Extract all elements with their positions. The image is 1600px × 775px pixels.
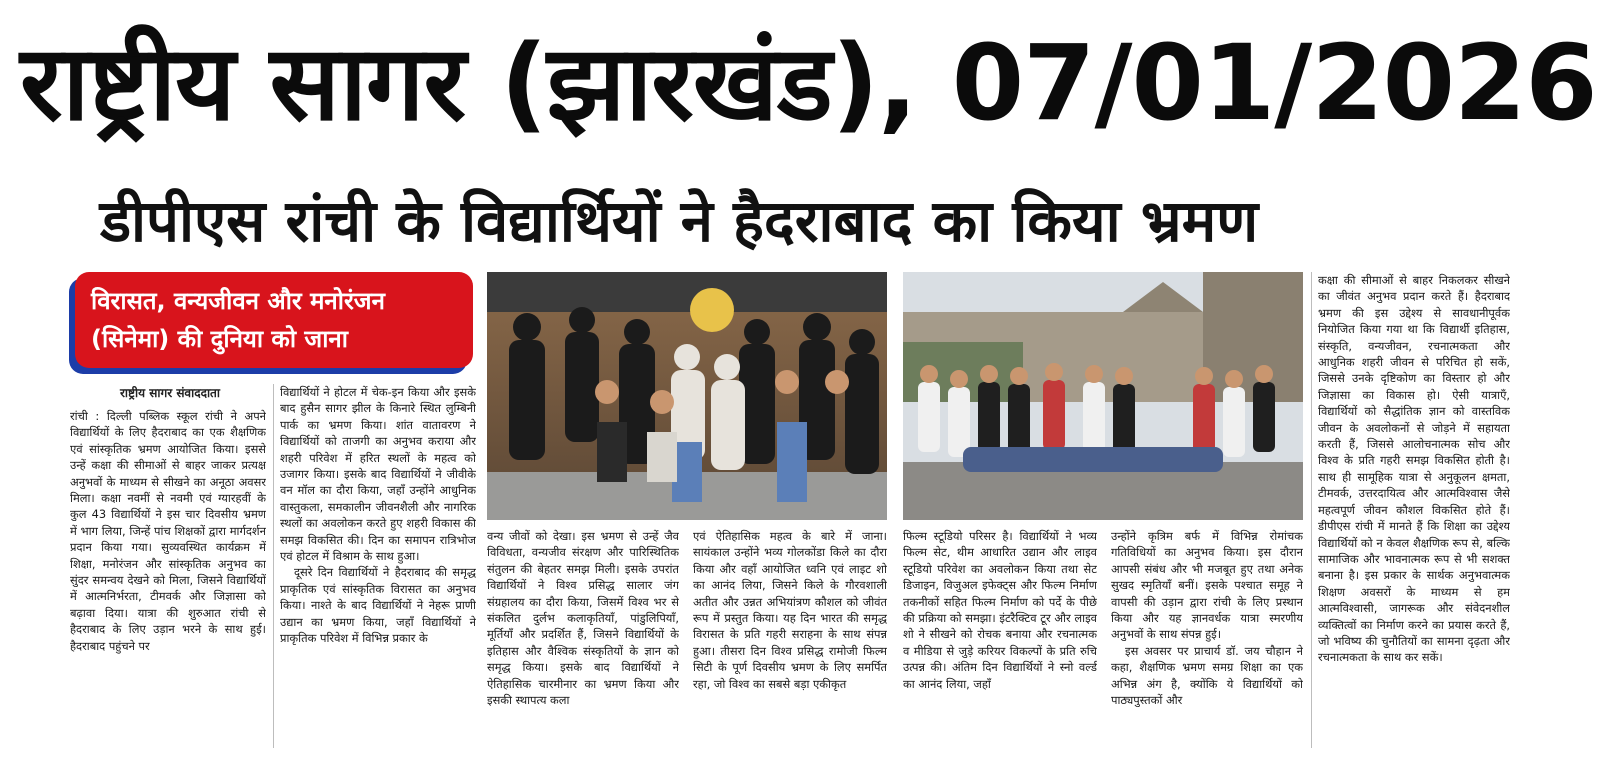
column-divider bbox=[273, 384, 274, 748]
column-5-text: फिल्म स्टूडियो परिसर है। विद्यार्थियों ने भव्य फिल्म सेट, थीम आधारित उद्यान और लाइव स्टूडियो परिवेश का अवलोकन किया तथा सेट डिजाइन, विजुअल इफेक्ट्स और फिल्म निर्माण तकनीकों सहित फिल्म निर्माण को पर्दे के पीछे की प्रक्रिया को समझा। इंटरैक्टिव टूर और लाइव शो ने सीखने को रोचक बनाया और रचनात्मक व मीडिया से जुड़े करियर विकल्पों के प्रति रुचि उत्पन्न की। अंतिम दिन विद्यार्थियों ने स्नो वर्ल्ड का आनंद लिया, जहाँ bbox=[903, 529, 1097, 691]
subhead-box bbox=[75, 272, 473, 368]
column-3-text: वन्य जीवों को देखा। इस भ्रमण से उन्हें जैव विविधता, वन्यजीव संरक्षण और पारिस्थितिक संतुलन की बेहतर समझ मिली। इसके उपरांत विद्यार्थियों ने विश्व प्रसिद्ध सालार जंग संग्रहालय का दौरा किया, जिसमें विश्व भर से संकलित दुर्लभ कलाकृतियाँ, पांडुलिपियाँ, मूर्तियाँ और प्रदर्शित हैं, जिसने विद्यार्थियों के इतिहास और वैश्विक संस्कृतियों के ज्ञान को समृद्ध किया। इसके बाद विद्यार्थियों ने ऐतिहासिक चारमीनार का भ्रमण किया और इसकी स्थापत्य कला bbox=[487, 529, 679, 708]
article-headline: डीपीएस रांची के विद्यार्थियों ने हैदराबाद का किया भ्रमण bbox=[100, 187, 1259, 255]
article-column-2 bbox=[280, 384, 476, 748]
article-column-7 bbox=[1318, 272, 1510, 748]
column-2-text-b: दूसरे दिन विद्यार्थियों ने हैदराबाद की समृद्ध प्राकृतिक एवं सांस्कृतिक विरासत का अनुभव किया। नाश्ते के बाद विद्यार्थियों ने नेहरू प्राणी उद्यान का भ्रमण किया, जहाँ विद्यार्थियों ने प्राकृतिक परिवेश में विभिन्न प्रकार के bbox=[280, 565, 476, 646]
article-column-1 bbox=[70, 408, 266, 748]
column-divider bbox=[1311, 272, 1312, 748]
column-2-text: विद्यार्थियों ने होटल में चेक-इन किया और इसके बाद हुसैन सागर झील के किनारे स्थित लुम्बिनी पार्क का भ्रमण किया। शांत वातावरण ने विद्यार्थियों को ताजगी का अनुभव कराया और शहरी परिवेश में हरित स्थलों के महत्व को उजागर किया। इसके बाद विद्यार्थियों ने जीवीके वन मॉल का दौरा किया, जहाँ उन्होंने आधुनिक वास्तुकला, समकालीन जीवनशैली और नागरिक स्थलों का अवलोकन करते हुए शहरी विकास की समझ विकसित की। दिन का समापन रात्रिभोज एवं होटल में विश्राम के साथ हुआ। bbox=[280, 385, 476, 564]
article-column-4 bbox=[693, 528, 887, 748]
column-7-text: कक्षा की सीमाओं से बाहर निकलकर सीखने का जीवंत अनुभव प्रदान करते हैं। हैदराबाद भ्रमण की इस उद्देश्य से सावधानीपूर्वक नियोजित किया गया था कि विद्यार्थी इतिहास, संस्कृति, वन्यजीवन, रचनात्मकता और आधुनिक शहरी जीवन से परिचित हो सकें, जिससे उनके दृष्टिकोण का विस्तार हो और जिज्ञासा का विकास हो। ऐसी यात्राएँ, विद्यार्थियों को सैद्धांतिक ज्ञान को वास्तविक जीवन के अवलोकनों से जोड़ने में सहायता करती हैं, जिससे आलोचनात्मक सोच और विश्व के प्रति गहरी समझ विकसित होती है। साथ ही सामूहिक यात्रा से अनुकूलन क्षमता, टीमवर्क, उत्तरदायित्व और आत्मविश्वास जैसे महत्वपूर्ण जीवन कौशल विकसित होते हैं। डीपीएस रांची में मानते हैं कि शिक्षा का उद्देश्य विद्यार्थियों को न केवल शैक्षणिक रूप से, बल्कि सामाजिक और भावनात्मक रूप से भी सशक्त बनाना है। इस प्रकार के सार्थक अनुभवात्मक शिक्षण अवसरों के माध्यम से हम आत्मविश्वासी, जागरूक और संवेदनशील व्यक्तित्वों का निर्माण करने का प्रयास करते हैं, जो भविष्य की चुनौतियों का सामना दृढ़ता और रचनात्मकता के साथ कर सकें। bbox=[1318, 273, 1510, 665]
column-6-text-b: इस अवसर पर प्राचार्य डॉ. जय चौहान ने कहा, शैक्षणिक भ्रमण समग्र शिक्षा का एक अभिन्न अंग है, क्योंकि ये विद्यार्थियों को पाठ्यपुस्तकों और bbox=[1111, 643, 1303, 708]
masthead-title: राष्ट्रीय सागर (झारखंड), 07/01/2026 bbox=[20, 22, 1597, 144]
column-1-text: रांची : दिल्ली पब्लिक स्कूल रांची ने अपने विद्यार्थियों के लिए हैदराबाद का एक शैक्षणिक एवं सांस्कृतिक भ्रमण आयोजित किया। इससे उन्हें कक्षा की सीमाओं से बाहर जाकर प्रत्यक्ष अनुभवों के माध्यम से सीखने का अनूठा अवसर मिला। कक्षा नवमीं से नवमी एवं ग्यारहवीं के कुल 43 विद्यार्थियों ने इस चार दिवसीय भ्रमण में भाग लिया, जिन्हें पांच शिक्षकों द्वारा मार्गदर्शन प्रदान किया गया। सुव्यवस्थित कार्यक्रम में शिक्षा, मनोरंजन और सांस्कृतिक अनुभव का सुंदर समन्वय देखने को मिला, जिसने विद्यार्थियों में आत्मनिर्भरता, टीमवर्क और जिज्ञासा को बढ़ावा दिया। यात्रा की शुरुआत रांची से हैदराबाद के लिए उड़ान भरने के साथ हुई। हैदराबाद पहुंचने पर bbox=[70, 409, 266, 653]
column-6-text: उन्होंने कृत्रिम बर्फ में विभिन्न रोमांचक गतिविधियों का अनुभव किया। इस दौरान आपसी संबंध और भी मजबूत हुए तथा अनेक सुखद स्मृतियाँ बनीं। इसके पश्चात समूह ने वापसी की उड़ान द्वारा रांची के लिए प्रस्थान किया और यह ज्ञानवर्धक यात्रा स्मरणीय अनुभवों के साथ संपन्न हुई। bbox=[1111, 529, 1303, 642]
students-group-photo-2 bbox=[903, 272, 1303, 520]
article-column-3 bbox=[487, 528, 679, 748]
byline: राष्ट्रीय सागर संवाददाता bbox=[119, 386, 221, 400]
subhead-line-2: (सिनेमा) की दुनिया को जाना bbox=[91, 325, 348, 353]
article-column-5 bbox=[903, 528, 1097, 748]
article-column-6 bbox=[1111, 528, 1303, 748]
column-4-text: एवं ऐतिहासिक महत्व के बारे में जाना। सायंकाल उन्होंने भव्य गोलकोंडा किले का दौरा किया और वहाँ आयोजित ध्वनि एवं लाइट शो का आनंद लिया, जिसने किले के गौरवशाली अतीत और उन्नत अभियांत्रण कौशल को जीवंत रूप में प्रस्तुत किया। यह दिन भारत की समृद्ध विरासत के प्रति गहरी सराहना के साथ संपन्न हुआ। तीसरा दिन विश्व प्रसिद्ध रामोजी फिल्म सिटी के पूर्ण दिवसीय भ्रमण के लिए समर्पित रहा, जो विश्व का सबसे बड़ा एकीकृत bbox=[693, 529, 887, 691]
subhead-line-1: विरासत, वन्यजीवन और मनोरंजन bbox=[91, 287, 385, 315]
students-group-photo-1 bbox=[487, 272, 887, 520]
